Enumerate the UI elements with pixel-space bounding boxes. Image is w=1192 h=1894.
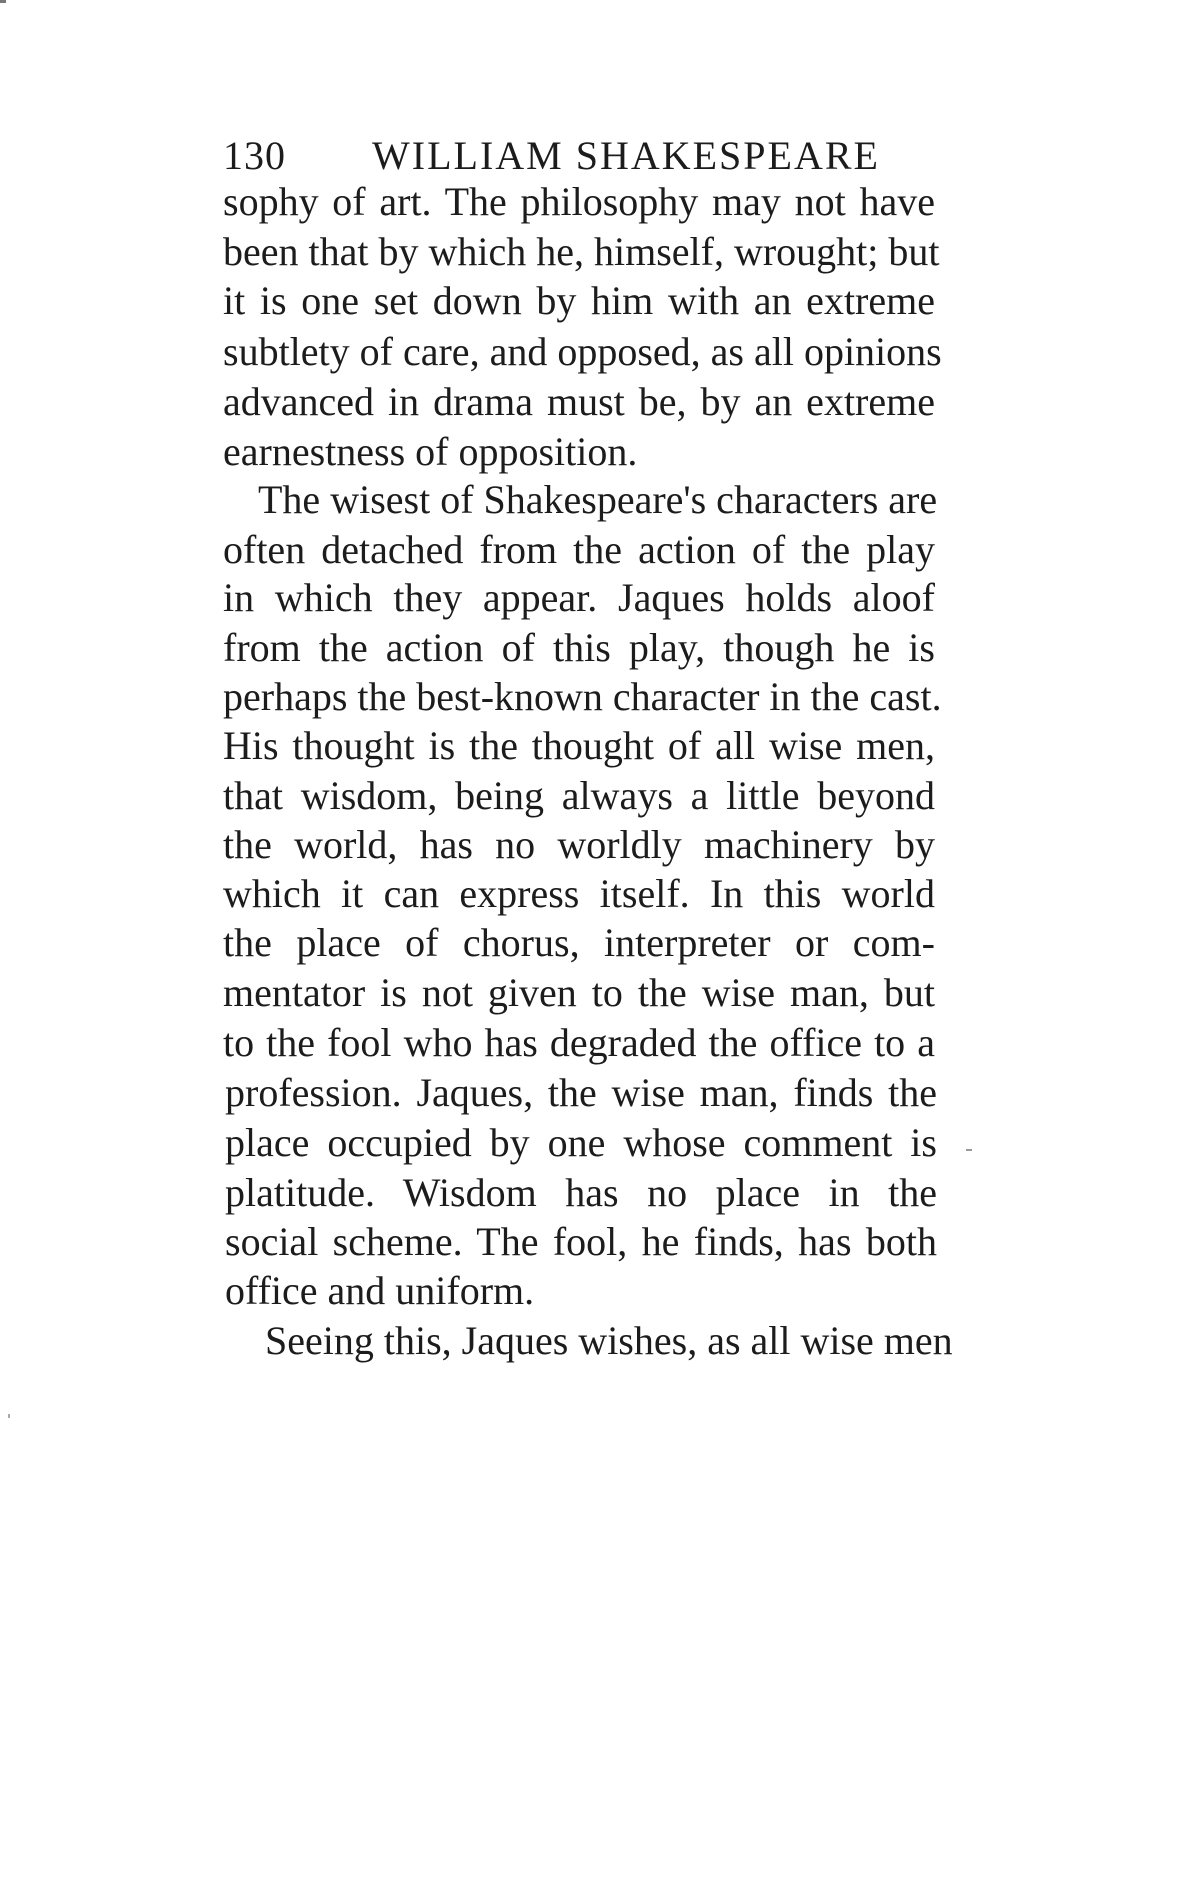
text-line: office and uniform. (225, 1268, 535, 1313)
text-line: it is one set down by him with an extreme (223, 278, 935, 323)
text-line: platitude. Wisdom has no place in the (225, 1170, 937, 1215)
text-line: subtlety of care, and opposed, as all opinions (223, 329, 942, 374)
text-line: place occupied by one whose comment is (225, 1120, 937, 1165)
text-line: to the fool who has degraded the office to a (223, 1020, 935, 1065)
text-line: earnestness of opposition. (223, 429, 638, 474)
scan-speck (966, 1149, 972, 1151)
text-line: Seeing this, Jaques wishes, as all wise men (265, 1318, 953, 1363)
page-number: 130 (223, 133, 286, 178)
text-line: His thought is the thought of all wise men, (223, 723, 935, 768)
text-line: The wisest of Shakespeare's characters are (258, 477, 938, 522)
text-line: sophy of art. The philosophy may not have (223, 179, 935, 224)
scan-speck (8, 1414, 10, 1418)
text-line: been that by which he, himself, wrought; but (223, 229, 940, 274)
text-line: the world, has no worldly machinery by (223, 822, 935, 867)
text-line: the place of chorus, interpreter or com- (223, 920, 935, 965)
text-line: profession. Jaques, the wise man, finds the (225, 1070, 937, 1115)
text-line: mentator is not given to the wise man, but (223, 970, 935, 1015)
text-line: social scheme. The fool, he finds, has both (225, 1219, 937, 1264)
text-line: from the action of this play, though he is (223, 625, 935, 670)
running-head: WILLIAM SHAKESPEARE (372, 133, 880, 178)
text-line: perhaps the best-known character in the cast. (223, 674, 942, 719)
text-line: advanced in drama must be, by an extreme (223, 379, 935, 424)
text-line: in which they appear. Jaques holds aloof (223, 575, 935, 620)
scan-speck (0, 0, 6, 3)
text-line: which it can express itself. In this world (223, 871, 935, 916)
text-line: often detached from the action of the play (223, 527, 935, 572)
text-line: that wisdom, being always a little beyond (223, 773, 935, 818)
